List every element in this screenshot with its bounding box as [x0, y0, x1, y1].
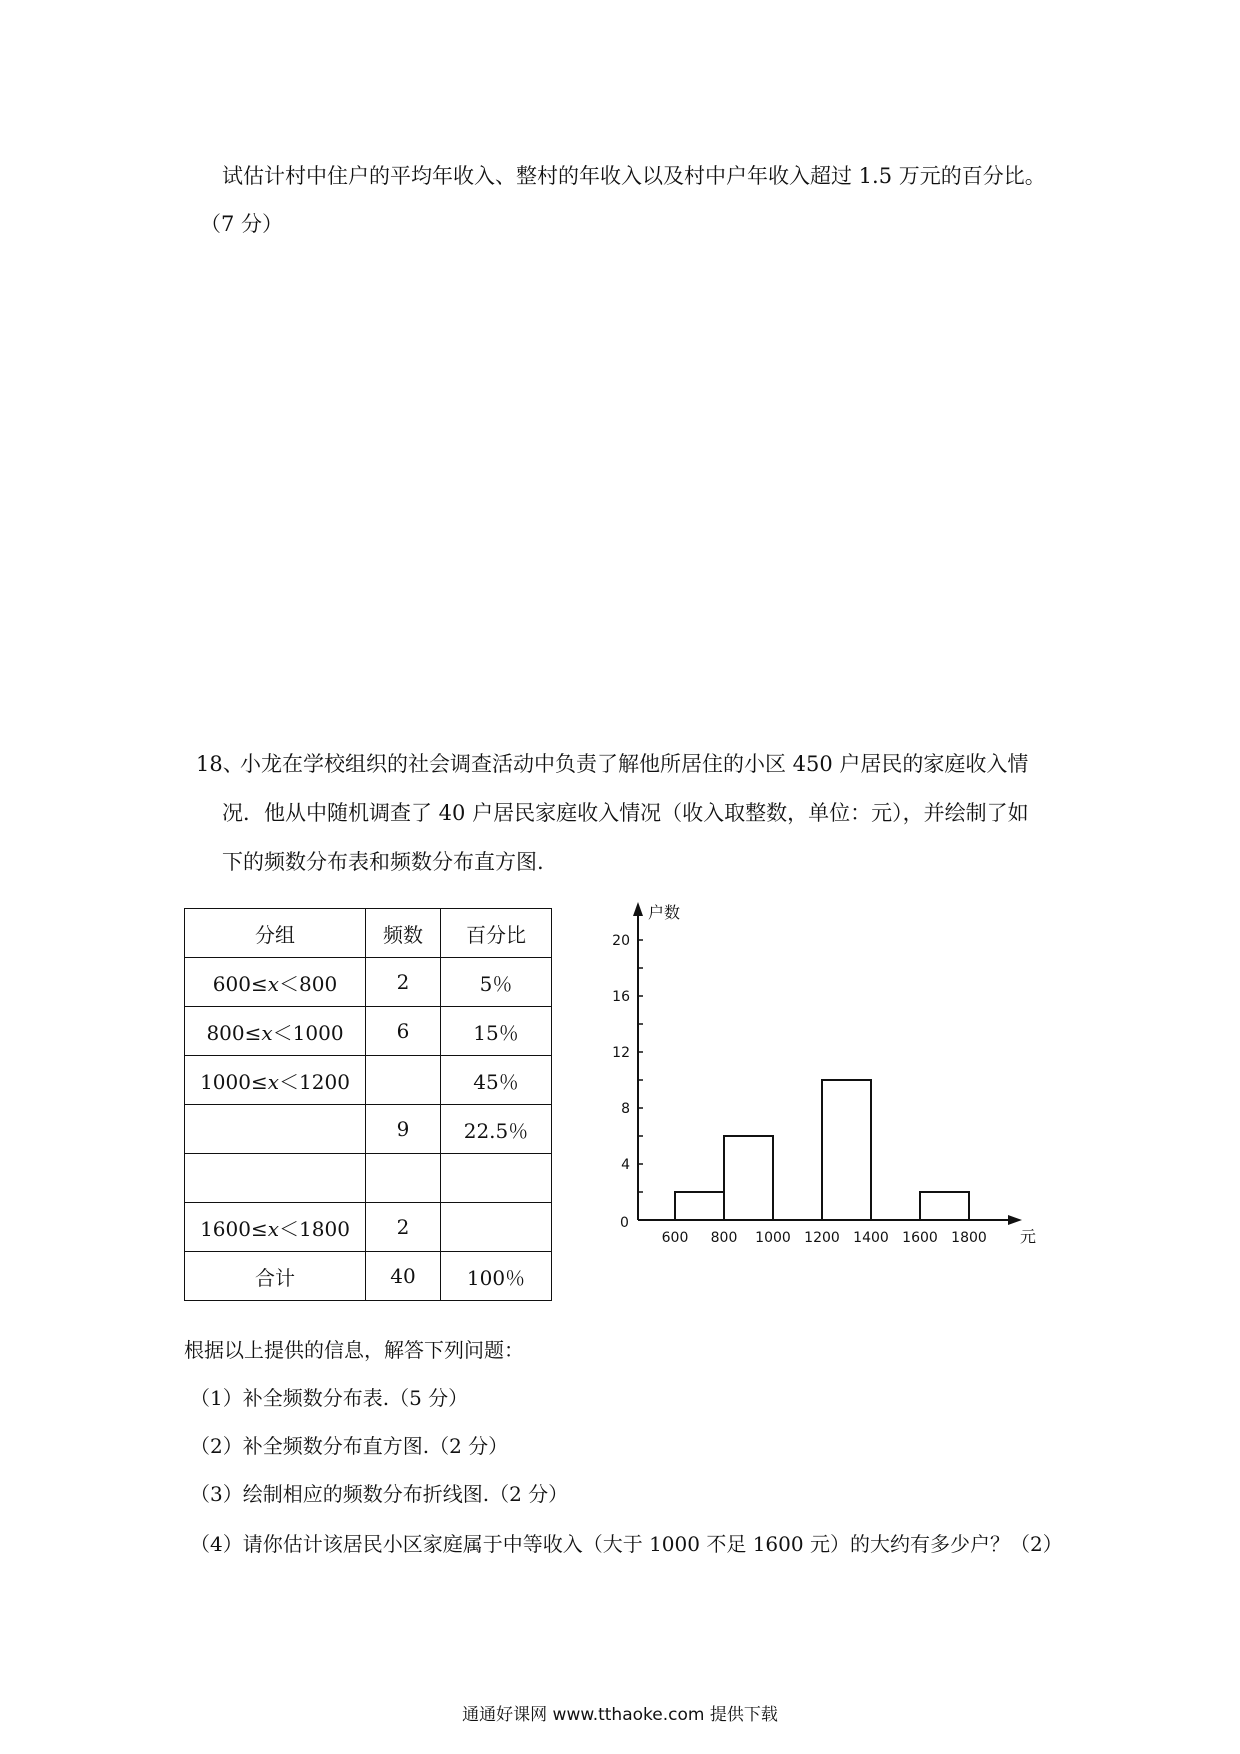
- group-cell: [185, 1154, 366, 1203]
- x-axis-label: 元: [1020, 1227, 1037, 1246]
- y-axis-arrow: [633, 902, 643, 916]
- question-line2: 况．他从中随机调查了 40 户居民家庭收入情况（收入取整数，单位：元），并绘制了如: [222, 801, 1029, 825]
- x-axis-arrow: [1008, 1215, 1022, 1225]
- page-footer: 通通好课网 www.tthaoke.com 提供下载: [462, 1705, 778, 1725]
- histogram-bar: [724, 1136, 773, 1220]
- frequency-cell: [366, 1154, 441, 1203]
- x-ticks: [662, 1230, 987, 1246]
- total-percent: 100％: [441, 1252, 552, 1301]
- header-group: 分组: [185, 909, 366, 958]
- group-cell: 1600≤x＜1800: [185, 1203, 366, 1252]
- histogram-bar: [822, 1080, 871, 1220]
- prompt-text: 根据以上提供的信息，解答下列问题：: [184, 1338, 524, 1362]
- origin-label: 0: [620, 1215, 629, 1231]
- x-tick-label: 600: [661, 1230, 689, 1246]
- table-header-row: [185, 909, 552, 958]
- frequency-table: [184, 908, 552, 1301]
- y-tick-label: 8: [621, 1101, 630, 1117]
- subquestion-3: （3）绘制相应的频数分布折线图.（2 分）: [190, 1482, 569, 1506]
- total-label: 合计: [185, 1252, 366, 1301]
- prev-question-line1: 试估计村中住户的平均年收入、整村的年收入以及村中户年收入超过 1.5 万元的百分比。: [222, 164, 1046, 188]
- frequency-cell: 2: [366, 958, 441, 1007]
- percent-cell: 22.5％: [441, 1105, 552, 1154]
- y-tick-label: 20: [612, 933, 630, 949]
- x-tick-label: 1800: [951, 1230, 987, 1246]
- frequency-cell: [366, 1056, 441, 1105]
- table-row: [185, 958, 552, 1007]
- x-tick-label: 1200: [804, 1230, 840, 1246]
- group-cell: 1000≤x＜1200: [185, 1056, 366, 1105]
- group-cell: 600≤x＜800: [185, 958, 366, 1007]
- x-tick-label: 1000: [755, 1230, 791, 1246]
- prev-question-score: （7 分）: [200, 212, 284, 236]
- subquestion-2: （2）补全频数分布直方图.（2 分）: [190, 1434, 509, 1458]
- y-tick-label: 12: [612, 1045, 630, 1061]
- header-frequency: 频数: [366, 909, 441, 958]
- percent-cell: [441, 1154, 552, 1203]
- group-cell: [185, 1105, 366, 1154]
- frequency-cell: 6: [366, 1007, 441, 1056]
- group-cell: 800≤x＜1000: [185, 1007, 366, 1056]
- table-row: [185, 1056, 552, 1105]
- frequency-histogram: [590, 890, 1050, 1250]
- question-line1: 小龙在学校组织的社会调查活动中负责了解他所居住的小区 450 户居民的家庭收入情: [240, 752, 1029, 776]
- total-frequency: 40: [366, 1252, 441, 1301]
- percent-cell: 45％: [441, 1056, 552, 1105]
- x-tick-label: 800: [710, 1230, 738, 1246]
- y-tick-label: 16: [612, 989, 630, 1005]
- table-total-row: [185, 1252, 552, 1301]
- y-axis-label: 户数: [648, 903, 681, 922]
- frequency-cell: 9: [366, 1105, 441, 1154]
- question-line3: 下的频数分布表和频数分布直方图.: [222, 850, 544, 874]
- x-tick-label: 1400: [853, 1230, 889, 1246]
- x-tick-label: 1600: [902, 1230, 938, 1246]
- header-percent: 百分比: [441, 909, 552, 958]
- frequency-cell: 2: [366, 1203, 441, 1252]
- subquestion-4: （4）请你估计该居民小区家庭属于中等收入（大于 1000 不足 1600 元）的大约有多少户？（2）: [190, 1532, 1063, 1556]
- table-row: [185, 1203, 552, 1252]
- percent-cell: [441, 1203, 552, 1252]
- question-number: 18、: [196, 752, 244, 776]
- table-row: [185, 1105, 552, 1154]
- percent-cell: 15％: [441, 1007, 552, 1056]
- histogram-bar: [675, 1192, 724, 1220]
- histogram-axes: [620, 902, 1036, 1246]
- subquestion-1: （1）补全频数分布表.（5 分）: [190, 1386, 469, 1410]
- table-row: [185, 1007, 552, 1056]
- histogram-bar: [920, 1192, 969, 1220]
- histogram-bars: [675, 1080, 969, 1220]
- table-row: [185, 1154, 552, 1203]
- y-tick-label: 4: [621, 1157, 630, 1173]
- percent-cell: 5％: [441, 958, 552, 1007]
